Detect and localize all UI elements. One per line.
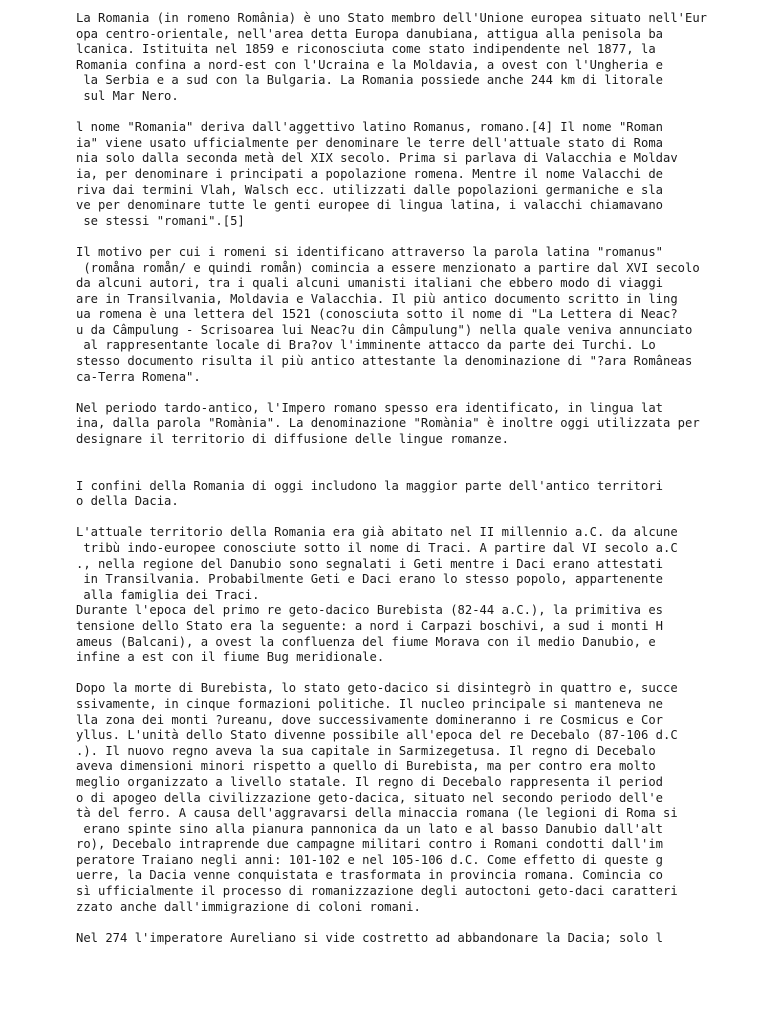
paragraph-ancient-territory: L'attuale territorio della Romania era già abitato nel II millennio a.C. da alcune tribù indo-europee conosciute sotto il nome di Traci. A partire dal VI secolo a.C ., nella regione del Danubio sono segnalati i Geti mentre i Daci erano attestati in Transilvania. Probabilmente Geti e Daci erano lo stesso popolo, appartenente alla famiglia dei Traci. Durante l'epoca del primo re geto-dacico Burebista (82-44 a.C.), la primitiva es tensione dello Stato era la seguente: a nord i Carpazi boschivi, a sud i monti H ameus (Balcani), a ovest la confluenza del fiume Morava con il medio Danubio, e infine a est con il fiume Bug meridionale.	[76, 525, 678, 665]
paragraph-romanus: Il motivo per cui i romeni si identificano attraverso la parola latina "romanus" (romåna romån/ e quindi romån) comincia a essere menzionato a partire dal XVI secolo da alcuni autori, tra i quali alcuni umanisti italiani che ebbero modo di viaggi are in Transilvania, Moldavia e Valacchia. Il più antico documento scritto in ling ua romena è una lettera del 1521 (conosciuta sotto il nome di "La Lettera di Neac? u da Câmpulung - Scrisoarea lui Neac?u din Câmpulung") nella quale veniva annunciato al rappresentante locale di Bra?ov l'imminente attacco da parte dei Turchi. Lo stesso documento risulta il più antico attestante la denominazione di "?ara Româneas ca-Terra Romena".	[76, 244, 700, 384]
paragraph-after-burebista: Dopo la morte di Burebista, lo stato geto-dacico si disintegrò in quattro e, succe ssivamente, in cinque formazioni politiche. Il nucleo principale si manteneva ne lla zona dei monti ?ureanu, dove successivamente domineranno i re Cosmicus e Cor yllus. L'unità dello Stato divenne possibile all'epoca del re Decebalo (87-106 d.C .). Il nuovo regno aveva la sua capitale in Sarmizegetusa. Il regno di Decebalo aveva dimensioni minori rispetto a quello di Burebista, ma per contro era molto meglio organizzato a livello statale. Il regno di Decebalo rappresenta il period o di apogeo della civilizzazione geto-dacica, situato nel secondo periodo dell'e tà del ferro. A causa dell'aggravarsi della minaccia romana (le legioni di Roma si erano spinte sino alla pianura pannonica da un lato e al basso Danubio dall'alt ro), Decebalo intraprende due campagne militari contro i Romani condotti dall'im peratore Traiano negli anni: 101-102 e nel 105-106 d.C. Come effetto di queste g uerre, la Dacia venne conquistata e trasformata in provincia romana. Comincia co sì ufficialmente il processo di romanizzazione degli autoctoni geto-daci caratteri zzato anche dall'immigrazione di coloni romani.	[76, 681, 678, 914]
paragraph-borders: I confini della Romania di oggi includono la maggior parte dell'antico territori o della Dacia.	[76, 478, 663, 509]
document-page	[76, 11, 756, 962]
paragraph-intro: La Romania (in romeno România) è uno Stato membro dell'Unione europea situato nell'Eur opa centro-orientale, nell'area detta Europa danubiana, attigua alla penisola ba lcanica. Istituita nel 1859 e riconosciuta come stato indipendente nel 1877, la Romania confina a nord-est con l'Ucraina e la Moldavia, a ovest con l'Ungheria e la Serbia e a sud con la Bulgaria. La Romania possiede anche 244 km di litorale sul Mar Nero.	[76, 11, 708, 103]
paragraph-name-origin: l nome "Romania" deriva dall'aggettivo latino Romanus, romano.[4] Il nome "Roman ia" viene usato ufficialmente per denominare le terre dell'attuale stato di Roma nia solo dalla seconda metà del XIX secolo. Prima si parlava di Valacchia e Moldav ia, per denominare i principati a popolazione romena. Mentre il nome Valacchi de riva dai termini Vlah, Walsch ecc. utilizzati dalle popolazioni germaniche e sla ve per denominare tutte le genti europee di lingua latina, i valacchi chiamavano se stessi "romani".[5]	[76, 120, 678, 228]
paragraph-aureliano: Nel 274 l'imperatore Aureliano si vide costretto ad abbandonare la Dacia; solo l	[76, 930, 663, 945]
paragraph-late-antiquity: Nel periodo tardo-antico, l'Impero romano spesso era identificato, in lingua lat ina, dalla parola "Romània". La denominazione "Romània" è inoltre oggi utilizzata per designare il territorio di diffusione delle lingue romanze.	[76, 400, 700, 447]
